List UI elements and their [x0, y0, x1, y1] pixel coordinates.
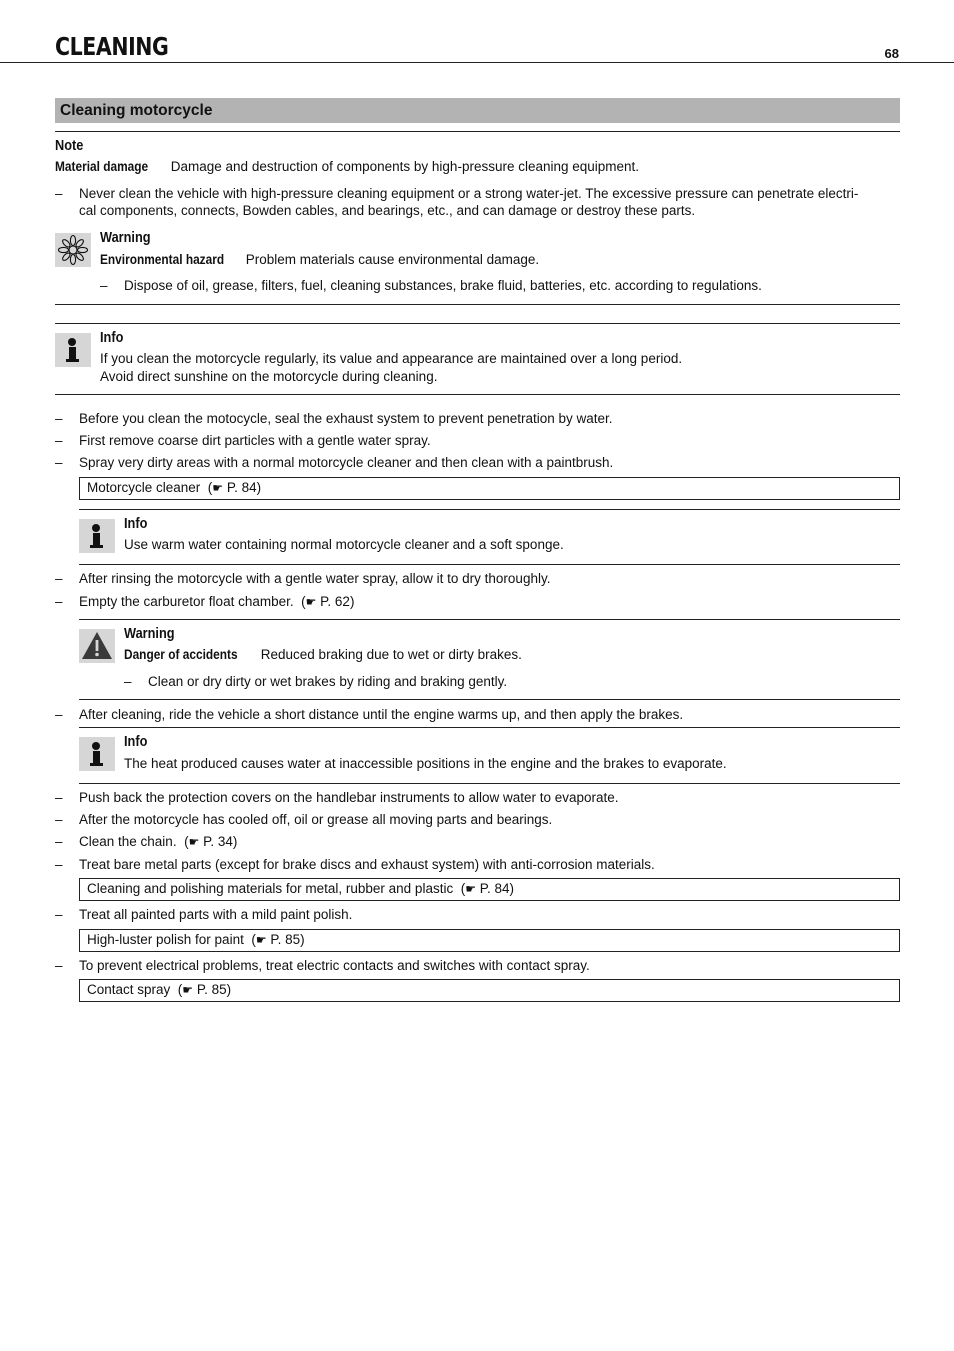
- list-dash: –: [55, 433, 63, 448]
- env-warning-text: Problem materials cause environmental damage.: [245, 252, 540, 267]
- info-icon: [79, 737, 115, 771]
- note-bullet-line1: Never clean the vehicle with high-pressure cleaning equipment or a strong water-jet. The excessive pressure can penetrate electri-: [79, 186, 859, 201]
- list-dash: –: [55, 958, 63, 973]
- pointing-hand-icon: ☛: [182, 983, 194, 997]
- warning-triangle-icon: [79, 629, 115, 663]
- reference-box-polish-paint: High-luster polish for paint (☛ P. 85): [79, 929, 900, 952]
- accident-warning-body: [124, 647, 522, 662]
- reference-box-motorcycle-cleaner: Motorcycle cleaner (☛ P. 84): [79, 477, 900, 500]
- accident-warning-text: Reduced braking due to wet or dirty brakes.: [260, 647, 522, 662]
- step-paint-polish: Treat all painted parts with a mild paint polish.: [79, 907, 353, 922]
- env-warning-bullet: Dispose of oil, grease, filters, fuel, cleaning substances, brake fluid, batteries, etc. according to regulations.: [124, 278, 762, 293]
- divider: [55, 394, 900, 395]
- step-spray-cleaner: Spray very dirty areas with a normal motorcycle cleaner and then clean with a paintbrush.: [79, 455, 614, 470]
- page-number: 68: [884, 46, 899, 61]
- page-header: [0, 30, 954, 63]
- pointing-hand-icon: ☛: [212, 481, 224, 495]
- pointing-hand-icon: ☛: [465, 882, 476, 896]
- step-anti-corrosion: Treat bare metal parts (except for brake discs and exhaust system) with anti-corrosion materials.: [79, 857, 655, 872]
- page-reference-link[interactable]: P. 84: [479, 881, 510, 896]
- info2-line1: Use warm water containing normal motorcycle cleaner and a soft sponge.: [124, 537, 564, 552]
- env-warning-body: [100, 252, 539, 267]
- environment-icon: [55, 233, 91, 267]
- info3-line1: The heat produced causes water at inaccessible positions in the engine and the brakes to evaporate.: [124, 756, 727, 771]
- list-dash: –: [55, 857, 63, 872]
- page-reference-link[interactable]: P. 85: [196, 982, 227, 997]
- divider: [55, 323, 900, 324]
- divider: [79, 509, 900, 510]
- list-dash: –: [55, 907, 63, 922]
- list-dash: –: [55, 594, 63, 609]
- pointing-hand-icon: ☛: [188, 835, 200, 849]
- note-heading: Note: [55, 138, 84, 154]
- list-dash: –: [55, 834, 63, 849]
- step-dry: After rinsing the motorcycle with a gentle water spray, allow it to dry thoroughly.: [79, 571, 551, 586]
- accident-warning-heading: Warning: [124, 626, 175, 642]
- page-reference-link[interactable]: P. 62: [320, 594, 350, 609]
- info1-heading: Info: [100, 330, 124, 346]
- list-dash: –: [55, 455, 63, 470]
- accident-warning-label: Danger of accidents: [124, 647, 238, 662]
- chapter-title: CLEANING: [55, 32, 169, 61]
- pointing-hand-icon: ☛: [305, 595, 317, 609]
- note-body: [55, 159, 639, 174]
- info-icon: [55, 333, 91, 367]
- info-icon: [79, 519, 115, 553]
- step-contact-spray: To prevent electrical problems, treat electric contacts and switches with contact spray.: [79, 958, 590, 973]
- list-dash: –: [55, 411, 63, 426]
- step-seal-exhaust: Before you clean the motocycle, seal the exhaust system to prevent penetration by water.: [79, 411, 613, 426]
- page-reference-link[interactable]: P. 34: [203, 834, 233, 849]
- list-dash: –: [55, 812, 63, 827]
- env-warning-label: Environmental hazard: [100, 252, 225, 267]
- step-protection-covers: Push back the protection covers on the handlebar instruments to allow water to evaporate.: [79, 790, 619, 805]
- pointing-hand-icon: ☛: [255, 933, 267, 947]
- list-dash: –: [55, 790, 63, 805]
- list-dash: –: [55, 707, 63, 722]
- accident-warning-bullet: Clean or dry dirty or wet brakes by riding and braking gently.: [148, 674, 508, 689]
- divider: [79, 619, 900, 620]
- divider: [79, 699, 900, 700]
- env-warning-heading: Warning: [100, 230, 151, 246]
- list-dash: –: [100, 278, 108, 293]
- divider: [55, 304, 900, 305]
- list-dash: –: [124, 674, 132, 689]
- note-label: Material damage: [55, 159, 149, 174]
- list-dash: –: [55, 186, 63, 201]
- divider: [79, 783, 900, 784]
- reference-box-polish-metal: Cleaning and polishing materials for metal, rubber and plastic (☛ P. 84): [79, 878, 900, 901]
- info1-line2: Avoid direct sunshine on the motorcycle during cleaning.: [100, 369, 438, 384]
- step-clean-chain: Clean the chain. (☛ P. 34): [79, 834, 238, 849]
- info1-line1: If you clean the motorcycle regularly, its value and appearance are maintained over a long period.: [100, 351, 683, 366]
- info2-heading: Info: [124, 516, 148, 532]
- reference-box-contact-spray: Contact spray (☛ P. 85): [79, 979, 900, 1002]
- step-ride-brakes: After cleaning, ride the vehicle a short distance until the engine warms up, and then apply the brakes.: [79, 707, 684, 722]
- divider: [55, 131, 900, 132]
- step-remove-dirt: First remove coarse dirt particles with a gentle water spray.: [79, 433, 431, 448]
- note-bullet-line2: cal components, connects, Bowden cables, and bearings, etc., and can damage or destroy these parts.: [79, 203, 696, 218]
- section-title: Cleaning motorcycle: [55, 98, 900, 123]
- step-float-chamber: Empty the carburetor float chamber. (☛ P. 62): [79, 594, 355, 609]
- note-text: Damage and destruction of components by high-pressure cleaning equipment.: [170, 159, 640, 174]
- list-dash: –: [55, 571, 63, 586]
- divider: [79, 564, 900, 565]
- divider: [79, 727, 900, 728]
- info3-heading: Info: [124, 734, 148, 750]
- step-oil-grease: After the motorcycle has cooled off, oil or grease all moving parts and bearings.: [79, 812, 553, 827]
- page-reference-link[interactable]: P. 85: [270, 932, 301, 947]
- page-reference-link[interactable]: P. 84: [226, 480, 257, 495]
